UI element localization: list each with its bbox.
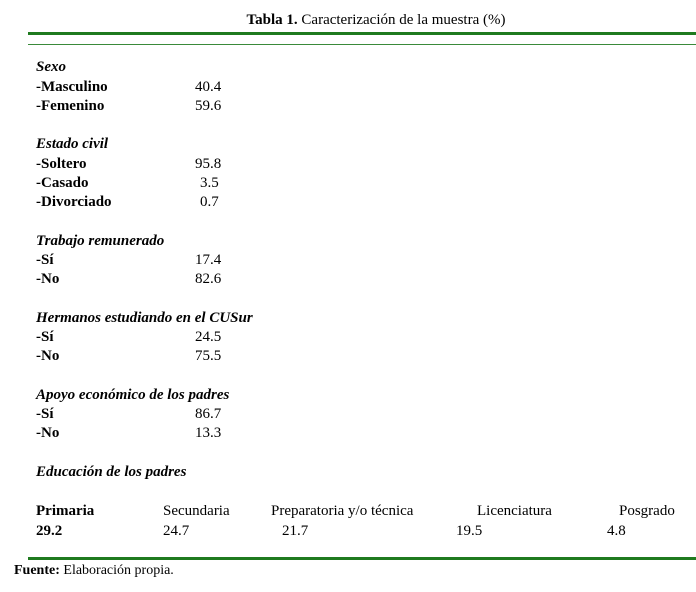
row-value: 17.4 — [195, 252, 222, 268]
row-label: -Divorciado — [36, 194, 112, 210]
row-label: -Masculino — [36, 79, 108, 95]
table-number: Tabla 1. — [246, 12, 298, 28]
row-value: 59.6 — [195, 98, 222, 114]
row-label: -Casado — [36, 175, 89, 191]
row-label: -Sí — [36, 329, 54, 345]
section-heading-estado-civil: Estado civil — [36, 136, 109, 152]
row-value: 40.4 — [195, 79, 222, 95]
edu-col-value: 24.7 — [163, 523, 190, 539]
row-value: 75.5 — [195, 348, 222, 364]
row-label: -Femenino — [36, 98, 105, 114]
row-value: 3.5 — [200, 175, 219, 191]
table-caption: Caracterización de la muestra (%) — [301, 12, 506, 28]
source-note — [14, 563, 174, 579]
header-rule — [28, 44, 696, 45]
edu-col-label: Preparatoria y/o técnica — [271, 503, 414, 519]
edu-col-label: Posgrado — [619, 503, 675, 519]
edu-col-value: 4.8 — [607, 523, 626, 539]
bottom-rule — [28, 557, 696, 560]
edu-col-value: 21.7 — [282, 523, 309, 539]
top-rule — [28, 32, 696, 35]
row-value: 24.5 — [195, 329, 222, 345]
row-value: 13.3 — [195, 425, 222, 441]
edu-col-value: 29.2 — [36, 523, 63, 539]
row-label: -No — [36, 425, 60, 441]
edu-col-label: Secundaria — [163, 503, 230, 519]
table-title — [0, 12, 696, 29]
row-label: -Soltero — [36, 156, 87, 172]
section-heading-hermanos: Hermanos estudiando en el CUSur — [36, 310, 253, 326]
edu-col-value: 19.5 — [456, 523, 483, 539]
row-label: -Sí — [36, 252, 54, 268]
section-heading-sexo: Sexo — [36, 59, 66, 75]
row-value: 86.7 — [195, 406, 222, 422]
row-label: -No — [36, 271, 60, 287]
row-label: -No — [36, 348, 60, 364]
row-label: -Sí — [36, 406, 54, 422]
source-label: Fuente: — [14, 563, 60, 578]
section-heading-apoyo: Apoyo económico de los padres — [36, 387, 230, 403]
source-text: Elaboración propia. — [63, 563, 174, 578]
section-heading-trabajo: Trabajo remunerado — [36, 233, 165, 249]
edu-col-label: Primaria — [36, 503, 95, 519]
section-heading-educacion: Educación de los padres — [36, 464, 187, 480]
row-value: 0.7 — [200, 194, 219, 210]
row-value: 95.8 — [195, 156, 222, 172]
edu-col-label: Licenciatura — [477, 503, 552, 519]
row-value: 82.6 — [195, 271, 222, 287]
